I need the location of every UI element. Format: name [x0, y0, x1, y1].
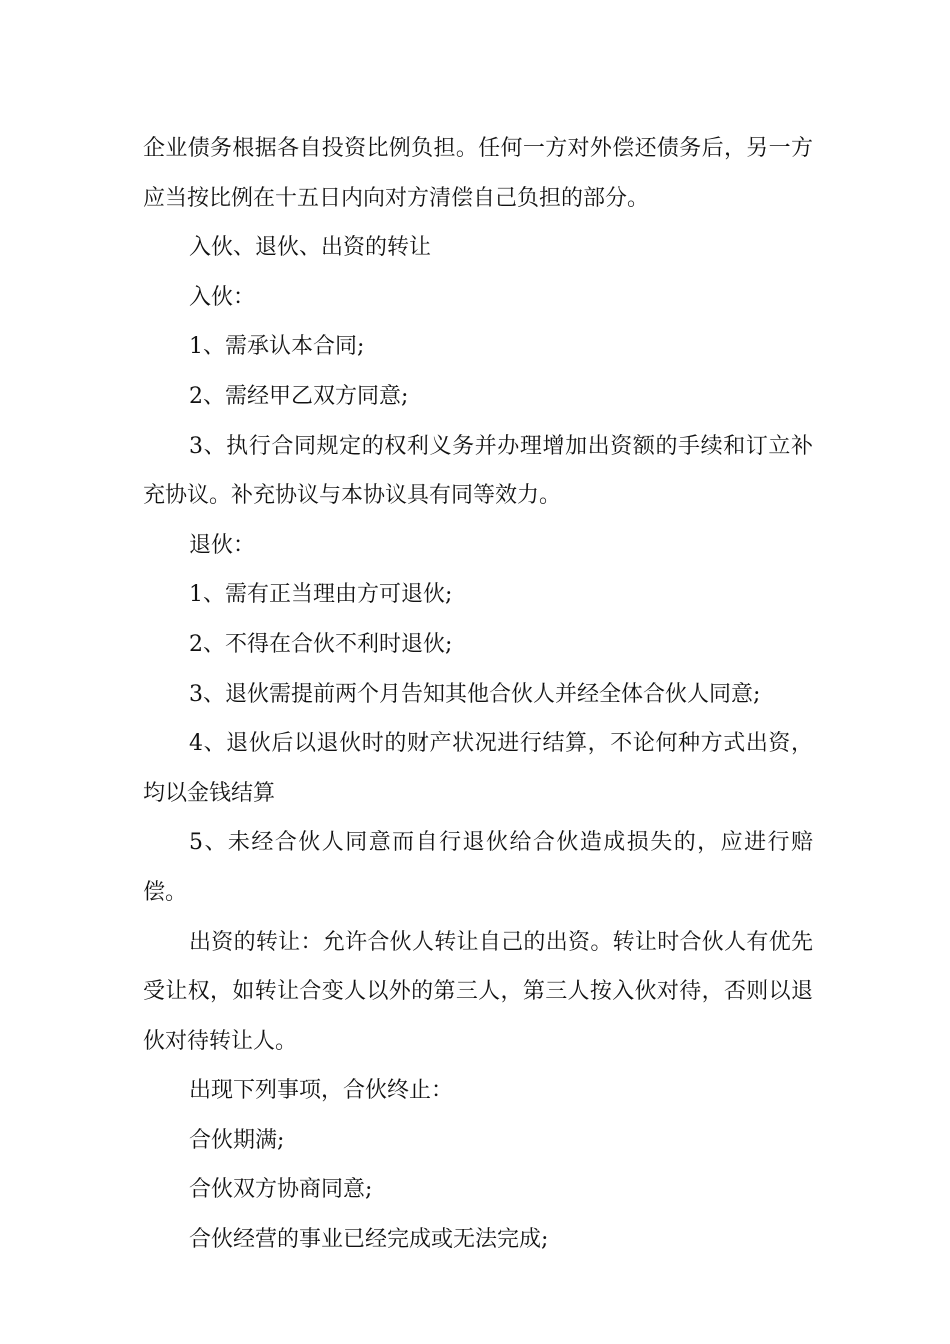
- list-item-joining-2: 2、需经甲乙双方同意;: [189, 383, 409, 409]
- subheading-withdrawal: 退伙：: [189, 532, 256, 558]
- section-heading-transfer: 入伙、退伙、出资的转让: [189, 235, 432, 261]
- paragraph-capital-transfer: 出资的转让：允许合伙人转让自己的出资。转让时合伙人有优先受让权，如转让合变人以外的第三人，第三人按入伙对待，否则以退伙对待转让人。: [143, 929, 813, 1054]
- list-item-termination-3: 合伙经营的事业已经完成或无法完成;: [189, 1227, 549, 1253]
- list-item-termination-2: 合伙双方协商同意;: [189, 1177, 373, 1203]
- paragraph-debt-sharing: 企业债务根据各自投资比例负担。任何一方对外偿还债务后，另一方应当按比例在十五日内向对方清偿自己负担的部分。: [143, 136, 813, 211]
- list-item-withdrawal-1: 1、需有正当理由方可退伙;: [189, 582, 453, 608]
- list-item-withdrawal-3: 3、退伙需提前两个月告知其他合伙人并经全体合伙人同意;: [189, 681, 761, 707]
- list-item-joining-1: 1、需承认本合同;: [189, 334, 365, 360]
- document-body: [143, 124, 813, 1265]
- subheading-joining: 入伙：: [189, 284, 256, 310]
- paragraph-termination-intro: 出现下列事项，合伙终止：: [189, 1078, 454, 1104]
- list-item-termination-1: 合伙期满;: [189, 1127, 285, 1153]
- list-item-withdrawal-5: 5、未经合伙人同意而自行退伙给合伙造成损失的，应进行赔偿。: [143, 830, 813, 905]
- list-item-withdrawal-2: 2、不得在合伙不利时退伙;: [189, 631, 453, 657]
- list-item-joining-3: 3、执行合同规定的权利义务并办理增加出资额的手续和订立补充协议。补充协议与本协议具有同等效力。: [143, 433, 813, 509]
- list-item-withdrawal-4: 4、退伙后以退伙时的财产状况进行结算，不论何种方式出资，均以金钱结算: [143, 731, 813, 806]
